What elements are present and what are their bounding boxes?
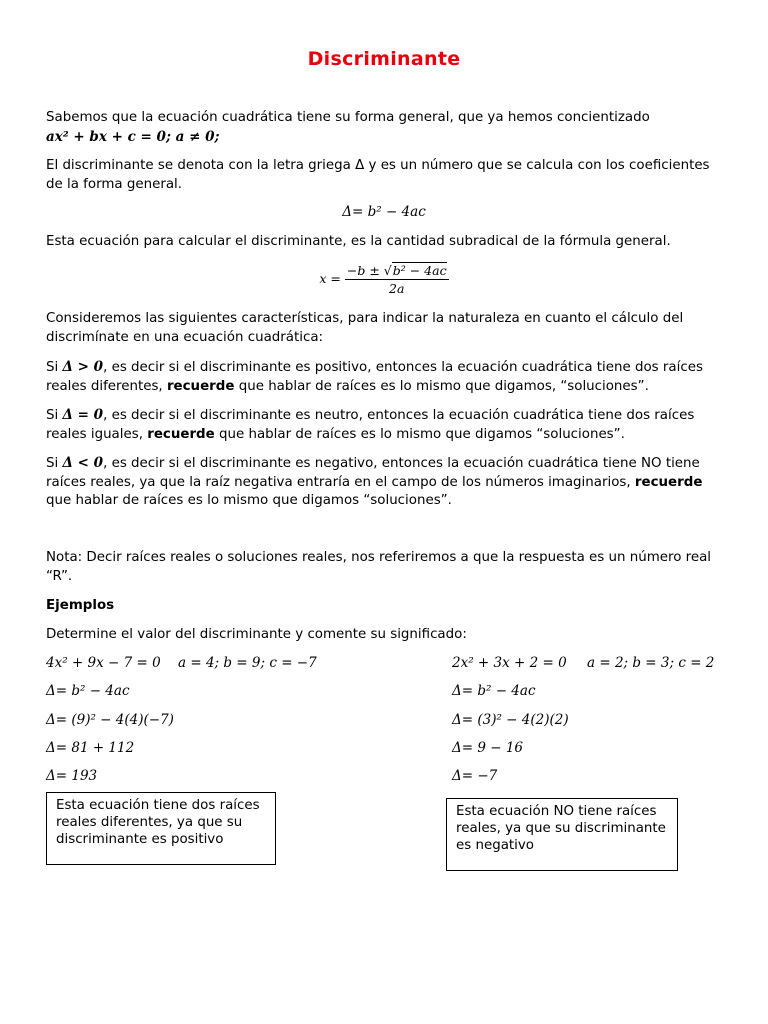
case-keyword: recuerde [166,378,235,394]
formula-numerator [345,263,449,280]
case-condition: Δ = 0 [62,407,104,423]
page-title: Discriminante [307,48,461,70]
case-prefix: Si [46,360,63,375]
case-keyword: recuerde [634,474,703,490]
case-condition: Δ > 0 [62,359,104,375]
denote-paragraph: El discriminante se denota con la letra griega Δ y es un número que se calcula con los coeficientes de la forma general. [46,158,710,192]
examples-heading: Ejemplos [46,598,115,613]
intro-paragraph [46,109,726,146]
example-2-step: Δ= b² − 4ac [452,683,536,699]
example-2-step: Δ= (3)² − 4(2)(2) [452,712,569,728]
example-1-equation: 4x² + 9x − 7 = 0 [46,655,161,671]
case-prefix: Si [46,408,63,423]
case-positive [46,358,726,396]
case-prefix: Si [46,456,63,471]
case-text: , es decir si el discriminante es positivo, entonces la ecuación cuadrática tiene dos raíces reales diferentes, [46,360,703,394]
example-1-coefficients: a = 4; b = 9; c = −7 [178,655,317,671]
example-2-step: Δ= 9 − 16 [452,740,524,756]
example-1-step: Δ= (9)² − 4(4)(−7) [46,712,174,728]
case-keyword: recuerde [147,426,215,442]
consider-paragraph: Consideremos las siguientes características, para indicar la naturaleza en cuanto el cálculo del discrimínate en una ecuación cuadrática: [46,311,684,345]
formula-fraction [345,263,449,296]
example-1-step: Δ= b² − 4ac [46,683,130,699]
example-1-step: Δ= 81 + 112 [46,740,135,756]
example-1-result: Δ= 193 [46,768,98,784]
formula-num-pre: −b ± √ [346,263,392,278]
quadratic-formula [0,263,768,296]
case-negative [46,454,726,511]
case-zero [46,406,726,444]
formula-denominator: 2a [389,281,405,296]
example-2-conclusion-box: Esta ecuación NO tiene raíces reales, ya que su discriminante es negativo [446,798,678,871]
example-2-coefficients: a = 2; b = 3; c = 2 [587,655,715,671]
case-suffix: que hablar de raíces es lo mismo que digamos, “soluciones”. [234,378,649,394]
case-suffix: que hablar de raíces es lo mismo que digamos “soluciones”. [214,426,625,442]
case-text: , es decir si el discriminante es neutro, entonces la ecuación cuadrática tiene dos raíces reales iguales, [46,408,695,442]
case-text: , es decir si el discriminante es negativo, entonces la ecuación cuadrática tiene NO tiene raíces reales, ya que la raíz negativa entraría en el campo de los números imaginarios, [46,456,700,490]
case-condition: Δ < 0 [62,455,104,471]
formula-lhs: x = [319,271,341,286]
subradical-paragraph: Esta ecuación para calcular el discriminante, es la cantidad subradical de la fórmula general. [46,234,671,249]
general-form-equation: ax² + bx + c = 0; a ≠ 0; [46,128,220,145]
example-2-result: Δ= −7 [452,768,498,784]
example-1-conclusion-box: Esta ecuación tiene dos raíces reales diferentes, ya que su discriminante es positivo [46,792,276,865]
examples-intro: Determine el valor del discriminante y comente su significado: [46,627,467,642]
intro-text: Sabemos que la ecuación cuadrática tiene su forma general, que ya hemos concientizado [46,110,650,125]
case-suffix: que hablar de raíces es lo mismo que digamos “soluciones”. [46,493,452,508]
delta-formula: Δ= b² − 4ac [342,204,426,220]
formula-radicand: b² − 4ac [392,263,447,278]
example-2-equation: 2x² + 3x + 2 = 0 [452,655,567,671]
note-paragraph: Nota: Decir raíces reales o soluciones reales, nos referiremos a que la respuesta es un número real “R”. [46,550,712,584]
